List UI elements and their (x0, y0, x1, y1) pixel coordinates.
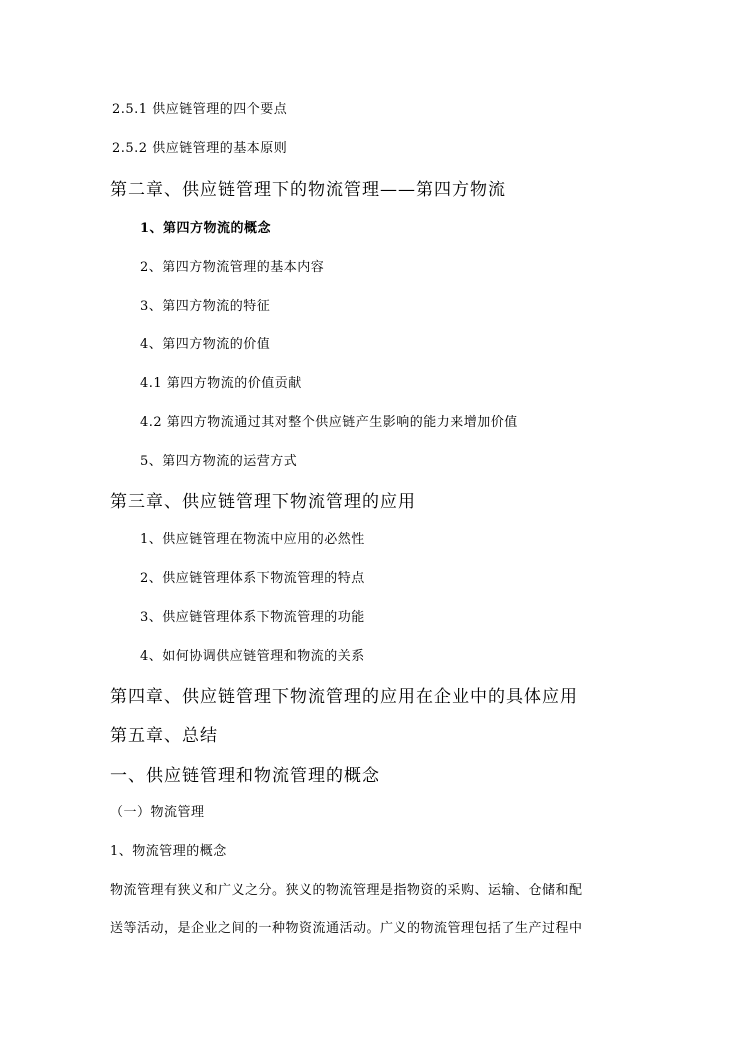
toc-entry-2-4-1: 4.1 第四方物流的价值贡献 (140, 376, 302, 391)
toc-entry-2-5: 5、第四方物流的运营方式 (140, 454, 298, 469)
subsection-heading: （一）物流管理 (110, 805, 205, 820)
chapter-5-heading: 第五章、总结 (110, 726, 218, 746)
body-paragraph-line-1: 物流管理有狭义和广义之分。狭义的物流管理是指物资的采购、运输、仓储和配 (110, 883, 583, 898)
chapter-2-heading: 第二章、供应链管理下的物流管理——第四方物流 (110, 180, 506, 200)
chapter-4-heading: 第四章、供应链管理下物流管理的应用在企业中的具体应用 (110, 687, 578, 707)
toc-entry-2-4-2: 4.2 第四方物流通过其对整个供应链产生影响的能力来增加价值 (140, 415, 518, 430)
toc-entry-3-1: 1、供应链管理在物流中应用的必然性 (140, 532, 365, 547)
toc-entry-3-4: 4、如何协调供应链管理和物流的关系 (140, 649, 365, 664)
toc-entry-2-1: 1、第四方物流的概念 (140, 221, 272, 236)
chapter-3-heading: 第三章、供应链管理下物流管理的应用 (110, 492, 416, 512)
toc-entry-2-5-1: 2.5.1 供应链管理的四个要点 (112, 102, 288, 117)
toc-entry-3-2: 2、供应链管理体系下物流管理的特点 (140, 571, 365, 586)
body-paragraph-line-2: 送等活动，是企业之间的一种物资流通活动。广义的物流管理包括了生产过程中 (110, 921, 583, 936)
toc-entry-2-3: 3、第四方物流的特征 (140, 299, 271, 314)
section-1-heading: 一、供应链管理和物流管理的概念 (110, 766, 380, 786)
toc-entry-2-5-2: 2.5.2 供应链管理的基本原则 (112, 141, 288, 156)
toc-entry-2-2: 2、第四方物流管理的基本内容 (140, 260, 325, 275)
toc-entry-3-3: 3、供应链管理体系下物流管理的功能 (140, 610, 365, 625)
toc-entry-2-4: 4、第四方物流的价值 (140, 337, 271, 352)
item-heading: 1、物流管理的概念 (110, 844, 227, 859)
